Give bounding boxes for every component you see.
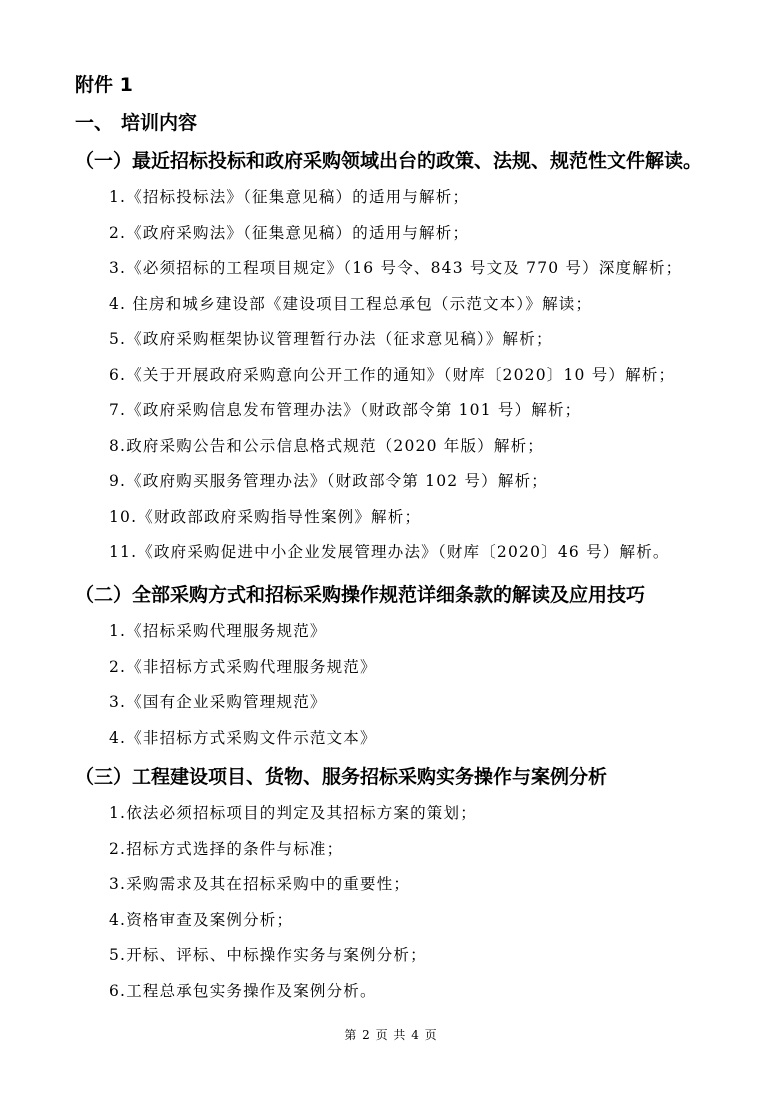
- list-item: 1.《招标投标法》（征集意见稿）的适用与解析；: [109, 188, 470, 206]
- list-item: 1.《招标采购代理服务规范》: [109, 622, 327, 640]
- list-item: 2.《非招标方式采购代理服务规范》: [109, 657, 377, 676]
- list-item: 5.《政府采购框架协议管理暂行办法（征求意见稿）》解析；: [109, 330, 553, 348]
- section-heading-title: 培训内容: [121, 112, 198, 134]
- list-item: 4.资格审查及案例分析；: [109, 910, 294, 929]
- list-item: 1.依法必须招标项目的判定及其招标方案的策划；: [109, 804, 477, 822]
- list-item: 8.政府采购公告和公示信息格式规范（2020 年版）解析；: [109, 436, 544, 455]
- subsection-1: [75, 146, 775, 573]
- page-number-footer: 第 2 页 共 4 页: [344, 1028, 438, 1042]
- subsection-item-list: [75, 798, 775, 1011]
- subsection-title: （一）最近招标投标和政府采购领域出台的政策、法规、规范性文件解读。: [75, 150, 703, 172]
- list-item: 2.《政府采购法》（征集意见稿）的适用与解析；: [109, 223, 470, 242]
- list-item: 4. 住房和城乡建设部《建设项目工程总承包（示范文本）》解读；: [109, 294, 593, 313]
- subsection-title: （三）工程建设项目、货物、服务招标采购实务操作与案例分析: [75, 766, 608, 788]
- annex-label: 附件 1: [75, 74, 133, 96]
- list-item: 10.《财政部政府采购指导性案例》解析；: [109, 507, 422, 526]
- list-item: 9.《政府购买服务管理办法》（财政部令第 102 号）解析；: [109, 472, 548, 490]
- list-item: 11.《政府采购促进中小企业发展管理办法》（财库〔2020〕46 号）解析。: [109, 543, 670, 561]
- subsection-2: [75, 580, 775, 758]
- list-item: 6.《关于开展政府采购意向公开工作的通知》（财库〔2020〕10 号）解析；: [109, 365, 676, 384]
- subsection-title: （二）全部采购方式和招标采购操作规范详细条款的解读及应用技巧: [75, 584, 646, 606]
- subsection-item-list: [75, 616, 775, 758]
- list-item: 4.《非招标方式采购文件示范文本》: [109, 728, 377, 747]
- list-item: 5.开标、评标、中标操作实务与案例分析；: [109, 946, 427, 964]
- list-item: 3.采购需求及其在招标采购中的重要性；: [109, 875, 411, 893]
- list-item: 3.《国有企业采购管理规范》: [109, 693, 327, 711]
- subsection-item-list: [75, 182, 775, 573]
- section-heading-number: 一、: [75, 112, 114, 134]
- list-item: 3.《必须招标的工程项目规定》（16 号令、843 号文及 770 号）深度解析；: [109, 259, 683, 277]
- list-item: 2.招标方式选择的条件与标准；: [109, 839, 344, 858]
- list-item: 6.工程总承包实务操作及案例分析。: [109, 981, 377, 1000]
- subsection-3: [75, 762, 775, 1011]
- list-item: 7.《政府采购信息发布管理办法》（财政部令第 101 号）解析；: [109, 401, 582, 419]
- section-heading: [75, 108, 197, 138]
